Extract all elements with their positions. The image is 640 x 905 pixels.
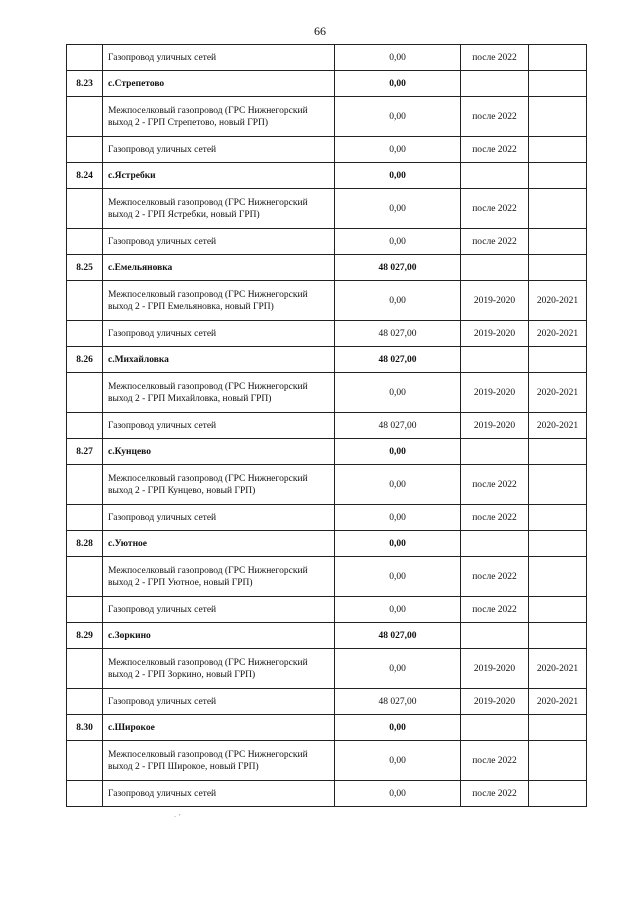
period-build-cell xyxy=(529,229,587,255)
cost-value-cell: 48 027,00 xyxy=(335,255,461,281)
object-name-cell: Газопровод уличных сетей xyxy=(103,597,335,623)
period-design-cell: 2019-2020 xyxy=(461,373,529,413)
cost-value-cell: 0,00 xyxy=(335,715,461,741)
period-design-cell: после 2022 xyxy=(461,229,529,255)
period-design-cell: после 2022 xyxy=(461,465,529,505)
table-row xyxy=(67,45,587,71)
cost-value-cell: 0,00 xyxy=(335,649,461,689)
table-row xyxy=(67,189,587,229)
cost-value-cell: 0,00 xyxy=(335,531,461,557)
row-number-cell: 8.28 xyxy=(67,531,103,557)
row-number-cell xyxy=(67,229,103,255)
period-build-cell xyxy=(529,97,587,137)
period-design-cell: 2019-2020 xyxy=(461,413,529,439)
row-number-cell: 8.30 xyxy=(67,715,103,741)
table-row xyxy=(67,689,587,715)
section-row xyxy=(67,255,587,281)
period-build-cell: 2020-2021 xyxy=(529,281,587,321)
period-design-cell: 2019-2020 xyxy=(461,321,529,347)
object-name-cell: Межпоселковый газопровод (ГРС Нижнегорский выход 2 - ГРП Кунцево, новый ГРП) xyxy=(103,465,335,505)
period-design-cell: 2019-2020 xyxy=(461,649,529,689)
table-body xyxy=(67,45,587,807)
cost-value-cell: 0,00 xyxy=(335,439,461,465)
period-design-cell xyxy=(461,255,529,281)
section-row xyxy=(67,347,587,373)
row-number-cell xyxy=(67,649,103,689)
table-row xyxy=(67,97,587,137)
cost-value-cell: 0,00 xyxy=(335,373,461,413)
cost-value-cell: 48 027,00 xyxy=(335,347,461,373)
object-name-cell: Межпоселковый газопровод (ГРС Нижнегорский выход 2 - ГРП Емельяновка, новый ГРП) xyxy=(103,281,335,321)
period-build-cell xyxy=(529,781,587,807)
cost-value-cell: 48 027,00 xyxy=(335,689,461,715)
row-number-cell xyxy=(67,741,103,781)
table-row xyxy=(67,321,587,347)
period-build-cell xyxy=(529,255,587,281)
table-row xyxy=(67,281,587,321)
cost-value-cell: 0,00 xyxy=(335,465,461,505)
cost-value-cell: 0,00 xyxy=(335,229,461,255)
row-number-cell xyxy=(67,557,103,597)
object-name-cell: Межпоселковый газопровод (ГРС Нижнегорский выход 2 - ГРП Зоркино, новый ГРП) xyxy=(103,649,335,689)
section-row xyxy=(67,71,587,97)
object-name-cell: Межпоселковый газопровод (ГРС Нижнегорский выход 2 - ГРП Уютное, новый ГРП) xyxy=(103,557,335,597)
period-build-cell xyxy=(529,715,587,741)
row-number-cell xyxy=(67,689,103,715)
table-row xyxy=(67,649,587,689)
object-name-cell: Газопровод уличных сетей xyxy=(103,229,335,255)
table-row xyxy=(67,505,587,531)
table-row xyxy=(67,413,587,439)
period-build-cell: 2020-2021 xyxy=(529,689,587,715)
table-row xyxy=(67,781,587,807)
row-number-cell: 8.27 xyxy=(67,439,103,465)
object-name-cell: Газопровод уличных сетей xyxy=(103,321,335,347)
period-build-cell xyxy=(529,741,587,781)
object-name-cell: с.Зоркино xyxy=(103,623,335,649)
period-build-cell xyxy=(529,71,587,97)
table-row xyxy=(67,229,587,255)
object-name-cell: с.Стрепетово xyxy=(103,71,335,97)
cost-value-cell: 0,00 xyxy=(335,281,461,321)
object-name-cell: Межпоселковый газопровод (ГРС Нижнегорский выход 2 - ГРП Стрепетово, новый ГРП) xyxy=(103,97,335,137)
object-name-cell: с.Уютное xyxy=(103,531,335,557)
row-number-cell: 8.23 xyxy=(67,71,103,97)
period-design-cell: после 2022 xyxy=(461,557,529,597)
section-row xyxy=(67,531,587,557)
object-name-cell: Газопровод уличных сетей xyxy=(103,137,335,163)
period-build-cell: 2020-2021 xyxy=(529,373,587,413)
row-number-cell xyxy=(67,413,103,439)
object-name-cell: Межпоселковый газопровод (ГРС Нижнегорский выход 2 - ГРП Михайловка, новый ГРП) xyxy=(103,373,335,413)
period-design-cell xyxy=(461,439,529,465)
row-number-cell xyxy=(67,597,103,623)
cost-value-cell: 48 027,00 xyxy=(335,623,461,649)
row-number-cell xyxy=(67,465,103,505)
period-design-cell: после 2022 xyxy=(461,505,529,531)
cost-value-cell: 0,00 xyxy=(335,71,461,97)
period-design-cell xyxy=(461,623,529,649)
section-row xyxy=(67,439,587,465)
row-number-cell xyxy=(67,45,103,71)
cost-value-cell: 0,00 xyxy=(335,163,461,189)
row-number-cell xyxy=(67,505,103,531)
period-design-cell: после 2022 xyxy=(461,189,529,229)
cost-value-cell: 0,00 xyxy=(335,97,461,137)
period-design-cell: 2019-2020 xyxy=(461,689,529,715)
period-design-cell xyxy=(461,715,529,741)
section-row xyxy=(67,163,587,189)
row-number-cell xyxy=(67,97,103,137)
period-design-cell xyxy=(461,531,529,557)
table-row xyxy=(67,741,587,781)
object-name-cell: Газопровод уличных сетей xyxy=(103,781,335,807)
period-build-cell: 2020-2021 xyxy=(529,649,587,689)
cost-value-cell: 0,00 xyxy=(335,505,461,531)
cost-value-cell: 48 027,00 xyxy=(335,413,461,439)
period-build-cell xyxy=(529,439,587,465)
section-row xyxy=(67,715,587,741)
object-name-cell: с.Михайловка xyxy=(103,347,335,373)
object-name-cell: с.Широкое xyxy=(103,715,335,741)
cost-value-cell: 0,00 xyxy=(335,137,461,163)
period-build-cell xyxy=(529,45,587,71)
object-name-cell: Газопровод уличных сетей xyxy=(103,505,335,531)
period-design-cell: после 2022 xyxy=(461,45,529,71)
row-number-cell xyxy=(67,373,103,413)
row-number-cell xyxy=(67,281,103,321)
period-design-cell xyxy=(461,163,529,189)
object-name-cell: Газопровод уличных сетей xyxy=(103,45,335,71)
row-number-cell: 8.29 xyxy=(67,623,103,649)
cost-value-cell: 0,00 xyxy=(335,45,461,71)
period-design-cell: 2019-2020 xyxy=(461,281,529,321)
period-build-cell xyxy=(529,505,587,531)
period-build-cell: 2020-2021 xyxy=(529,321,587,347)
period-build-cell xyxy=(529,163,587,189)
period-design-cell: после 2022 xyxy=(461,597,529,623)
row-number-cell xyxy=(67,321,103,347)
period-build-cell xyxy=(529,465,587,505)
period-build-cell xyxy=(529,531,587,557)
row-number-cell xyxy=(67,781,103,807)
object-name-cell: Газопровод уличных сетей xyxy=(103,413,335,439)
period-build-cell: 2020-2021 xyxy=(529,413,587,439)
cost-value-cell: 0,00 xyxy=(335,597,461,623)
object-name-cell: с.Кунцево xyxy=(103,439,335,465)
cost-value-cell: 0,00 xyxy=(335,741,461,781)
period-build-cell xyxy=(529,623,587,649)
object-name-cell: Межпоселковый газопровод (ГРС Нижнегорский выход 2 - ГРП Широкое, новый ГРП) xyxy=(103,741,335,781)
cost-value-cell: 0,00 xyxy=(335,781,461,807)
period-design-cell: после 2022 xyxy=(461,97,529,137)
table-row xyxy=(67,597,587,623)
period-design-cell: после 2022 xyxy=(461,741,529,781)
cost-value-cell: 48 027,00 xyxy=(335,321,461,347)
section-row xyxy=(67,623,587,649)
scan-mark: · ’ xyxy=(174,813,181,821)
period-design-cell: после 2022 xyxy=(461,137,529,163)
table-row xyxy=(67,465,587,505)
period-build-cell xyxy=(529,137,587,163)
period-design-cell: после 2022 xyxy=(461,781,529,807)
cost-value-cell: 0,00 xyxy=(335,189,461,229)
period-build-cell xyxy=(529,557,587,597)
table-row xyxy=(67,137,587,163)
period-build-cell xyxy=(529,189,587,229)
period-design-cell xyxy=(461,347,529,373)
object-name-cell: Газопровод уличных сетей xyxy=(103,689,335,715)
period-design-cell xyxy=(461,71,529,97)
row-number-cell: 8.24 xyxy=(67,163,103,189)
row-number-cell xyxy=(67,189,103,229)
page-number: 66 xyxy=(314,24,326,38)
row-number-cell: 8.25 xyxy=(67,255,103,281)
period-build-cell xyxy=(529,597,587,623)
gasification-table xyxy=(66,44,587,807)
row-number-cell: 8.26 xyxy=(67,347,103,373)
table-row xyxy=(67,557,587,597)
object-name-cell: с.Емельяновка xyxy=(103,255,335,281)
row-number-cell xyxy=(67,137,103,163)
cost-value-cell: 0,00 xyxy=(335,557,461,597)
object-name-cell: Межпоселковый газопровод (ГРС Нижнегорский выход 2 - ГРП Ястребки, новый ГРП) xyxy=(103,189,335,229)
object-name-cell: с.Ястребки xyxy=(103,163,335,189)
table-row xyxy=(67,373,587,413)
period-build-cell xyxy=(529,347,587,373)
